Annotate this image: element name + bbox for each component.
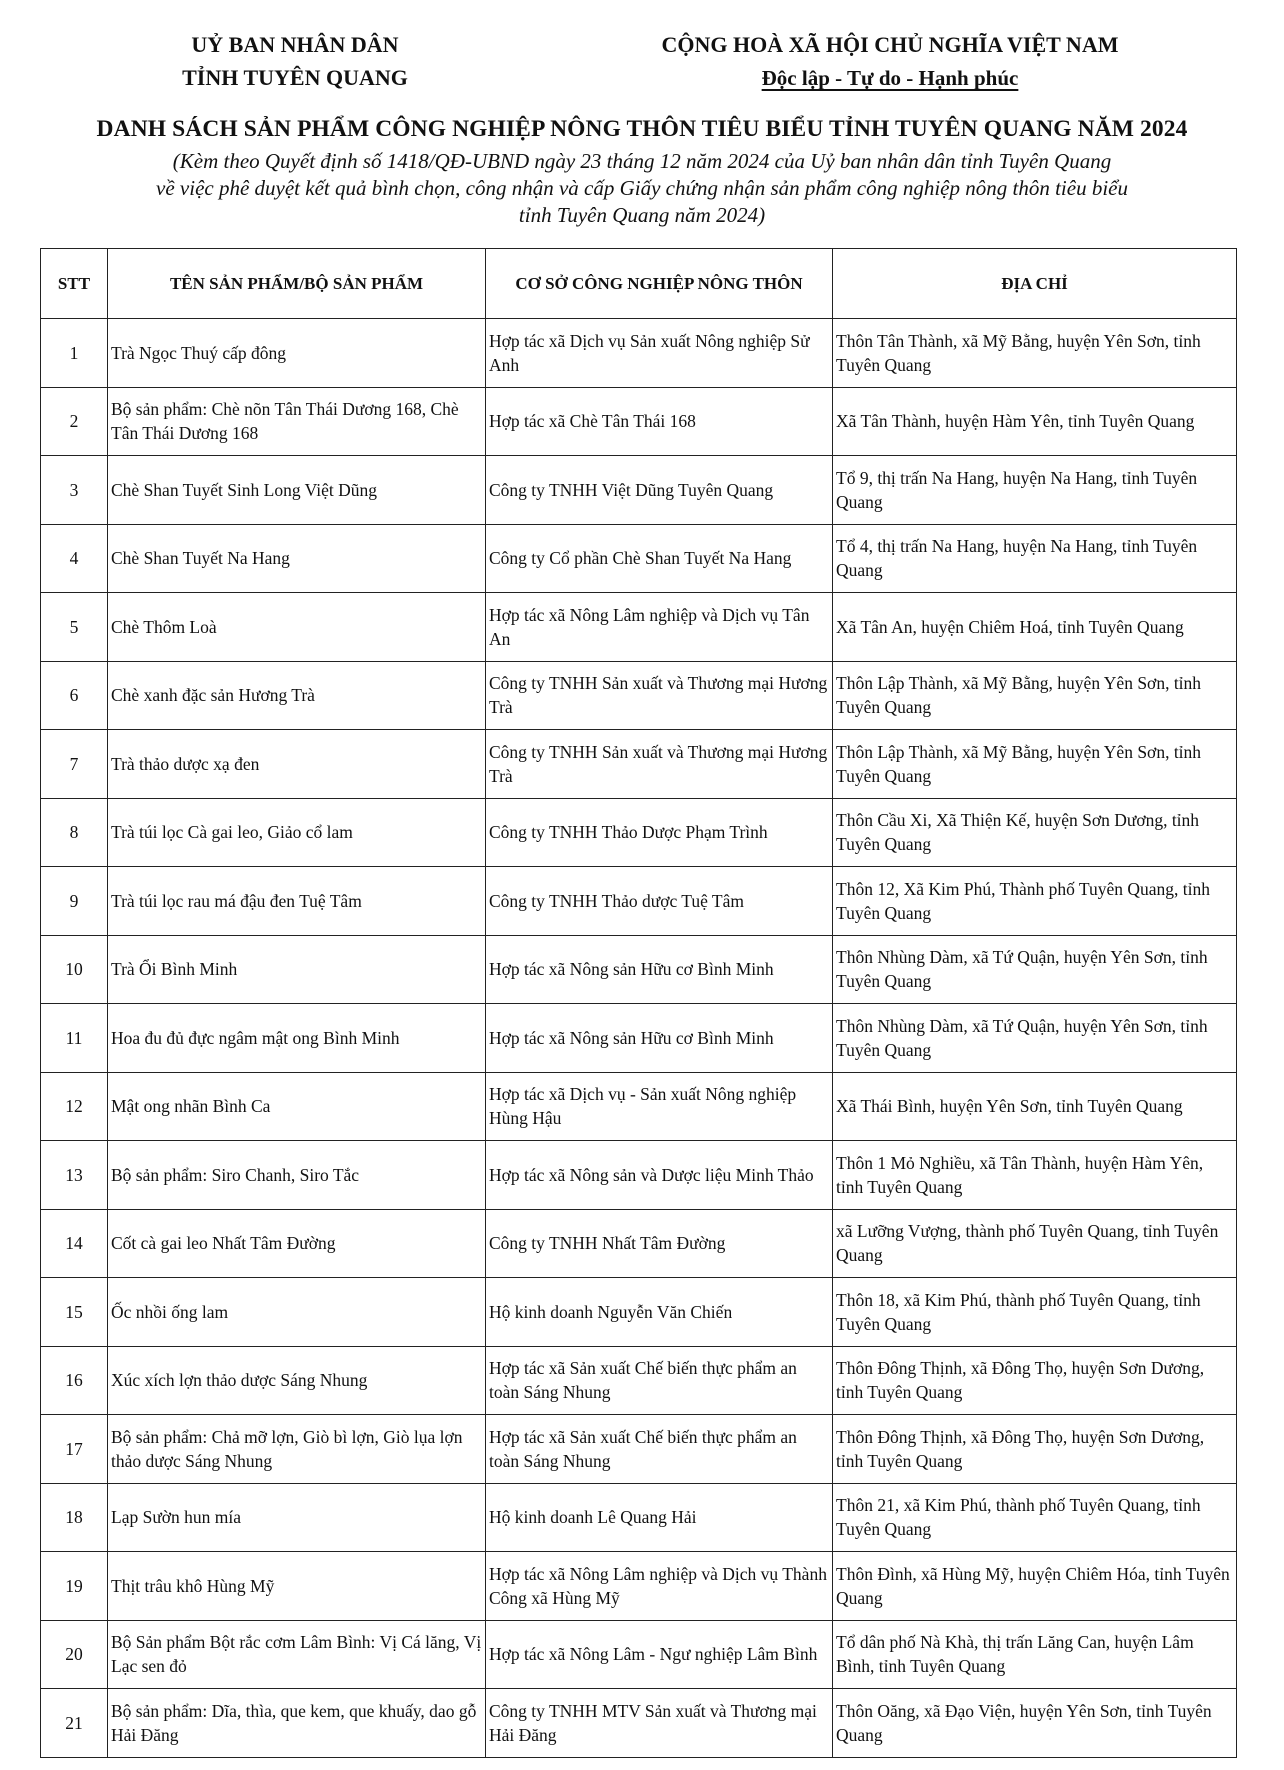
cell-stt: 20 <box>41 1620 108 1689</box>
cell-product: Cốt cà gai leo Nhất Tâm Đường <box>108 1209 486 1278</box>
cell-stt: 21 <box>41 1689 108 1758</box>
cell-address: Xã Tân Thành, huyện Hàm Yên, tỉnh Tuyên Quang <box>833 387 1237 456</box>
column-header-product: TÊN SẢN PHẨM/BỘ SẢN PHẨM <box>108 249 486 319</box>
table-row <box>41 935 1237 1004</box>
cell-facility: Hợp tác xã Nông Lâm nghiệp và Dịch vụ Thành Công xã Hùng Mỹ <box>486 1552 833 1621</box>
cell-address: Thôn Đông Thịnh, xã Đông Thọ, huyện Sơn Dương, tỉnh Tuyên Quang <box>833 1346 1237 1415</box>
subtitle-line-3: tỉnh Tuyên Quang năm 2024) <box>518 203 766 227</box>
cell-stt: 9 <box>41 867 108 936</box>
column-header-address: ĐỊA CHỈ <box>833 249 1237 319</box>
national-motto: Độc lập - Tự do - Hạnh phúc <box>761 66 1019 90</box>
cell-facility: Hộ kinh doanh Nguyễn Văn Chiến <box>486 1278 833 1347</box>
table-row <box>41 1552 1237 1621</box>
national-title: CỘNG HOÀ XÃ HỘI CHỦ NGHĨA VIỆT NAM <box>661 32 1119 57</box>
cell-stt: 10 <box>41 935 108 1004</box>
table-row <box>41 1141 1237 1210</box>
cell-address: xã Lưỡng Vượng, thành phố Tuyên Quang, tỉnh Tuyên Quang <box>833 1209 1237 1278</box>
cell-product: Chè Shan Tuyết Na Hang <box>108 524 486 593</box>
cell-address: Tổ 9, thị trấn Na Hang, huyện Na Hang, tỉnh Tuyên Quang <box>833 456 1237 525</box>
cell-facility: Hợp tác xã Dịch vụ Sản xuất Nông nghiệp Sử Anh <box>486 319 833 388</box>
cell-facility: Hợp tác xã Nông sản Hữu cơ Bình Minh <box>486 1004 833 1073</box>
table-header-row <box>41 249 1237 319</box>
column-header-stt: STT <box>41 249 108 319</box>
cell-facility: Hộ kinh doanh Lê Quang Hải <box>486 1483 833 1552</box>
cell-product: Trà Ngọc Thuý cấp đông <box>108 319 486 388</box>
cell-product: Ốc nhồi ống lam <box>108 1278 486 1347</box>
cell-address: Thôn Lập Thành, xã Mỹ Bằng, huyện Yên Sơn, tỉnh Tuyên Quang <box>833 730 1237 799</box>
cell-facility: Hợp tác xã Sản xuất Chế biến thực phẩm an toàn Sáng Nhung <box>486 1415 833 1484</box>
cell-stt: 12 <box>41 1072 108 1141</box>
cell-address: Thôn 12, Xã Kim Phú, Thành phố Tuyên Quang, tỉnh Tuyên Quang <box>833 867 1237 936</box>
table-row <box>41 524 1237 593</box>
cell-stt: 11 <box>41 1004 108 1073</box>
cell-facility: Công ty TNHH Sản xuất và Thương mại Hương Trà <box>486 730 833 799</box>
cell-address: Thôn Nhùng Dàm, xã Tứ Quận, huyện Yên Sơn, tỉnh Tuyên Quang <box>833 1004 1237 1073</box>
cell-product: Trà túi lọc Cà gai leo, Giảo cổ lam <box>108 798 486 867</box>
cell-product: Xúc xích lợn thảo dược Sáng Nhung <box>108 1346 486 1415</box>
cell-address: Thôn 1 Mỏ Nghiều, xã Tân Thành, huyện Hàm Yên, tỉnh Tuyên Quang <box>833 1141 1237 1210</box>
cell-address: Thôn Oăng, xã Đạo Viện, huyện Yên Sơn, tỉnh Tuyên Quang <box>833 1689 1237 1758</box>
table-row <box>41 1689 1237 1758</box>
cell-facility: Công ty TNHH Thảo dược Tuệ Tâm <box>486 867 833 936</box>
cell-facility: Hợp tác xã Sản xuất Chế biến thực phẩm an toàn Sáng Nhung <box>486 1346 833 1415</box>
cell-product: Trà Ổi Bình Minh <box>108 935 486 1004</box>
cell-address: Thôn Lập Thành, xã Mỹ Bằng, huyện Yên Sơn, tỉnh Tuyên Quang <box>833 661 1237 730</box>
cell-facility: Hợp tác xã Dịch vụ - Sản xuất Nông nghiệp Hùng Hậu <box>486 1072 833 1141</box>
cell-stt: 18 <box>41 1483 108 1552</box>
table-row <box>41 1415 1237 1484</box>
cell-product: Thịt trâu khô Hùng Mỹ <box>108 1552 486 1621</box>
cell-stt: 17 <box>41 1415 108 1484</box>
cell-address: Tổ 4, thị trấn Na Hang, huyện Na Hang, tỉnh Tuyên Quang <box>833 524 1237 593</box>
cell-facility: Công ty TNHH Việt Dũng Tuyên Quang <box>486 456 833 525</box>
cell-product: Chè Thôm Loà <box>108 593 486 662</box>
cell-stt: 14 <box>41 1209 108 1278</box>
table-row <box>41 1346 1237 1415</box>
table-row <box>41 387 1237 456</box>
product-table <box>40 248 1237 1758</box>
cell-product: Bộ sản phẩm: Chè nõn Tân Thái Dương 168, Chè Tân Thái Dương 168 <box>108 387 486 456</box>
table-row <box>41 1483 1237 1552</box>
table-row <box>41 319 1237 388</box>
cell-facility: Công ty TNHH MTV Sản xuất và Thương mại Hải Đăng <box>486 1689 833 1758</box>
cell-address: Thôn 18, xã Kim Phú, thành phố Tuyên Quang, tỉnh Tuyên Quang <box>833 1278 1237 1347</box>
cell-stt: 5 <box>41 593 108 662</box>
cell-product: Bộ Sản phẩm Bột rắc cơm Lâm Bình: Vị Cá lăng, Vị Lạc sen đỏ <box>108 1620 486 1689</box>
cell-product: Chè xanh đặc sản Hương Trà <box>108 661 486 730</box>
cell-address: Thôn Cầu Xi, Xã Thiện Kế, huyện Sơn Dương, tỉnh Tuyên Quang <box>833 798 1237 867</box>
cell-facility: Công ty Cổ phần Chè Shan Tuyết Na Hang <box>486 524 833 593</box>
table-row <box>41 593 1237 662</box>
table-row <box>41 867 1237 936</box>
subtitle-line-1: (Kèm theo Quyết định số 1418/QĐ-UBND ngày 23 tháng 12 năm 2024 của Uỷ ban nhân dân tỉnh Tuyên Quang <box>172 149 1112 173</box>
cell-address: Xã Tân An, huyện Chiêm Hoá, tỉnh Tuyên Quang <box>833 593 1237 662</box>
document-title: DANH SÁCH SẢN PHẨM CÔNG NGHIỆP NÔNG THÔN TIÊU BIỂU TỈNH TUYÊN QUANG NĂM 2024 <box>96 116 1188 142</box>
cell-facility: Hợp tác xã Nông Lâm nghiệp và Dịch vụ Tân An <box>486 593 833 662</box>
cell-stt: 1 <box>41 319 108 388</box>
cell-facility: Công ty TNHH Sản xuất và Thương mại Hương Trà <box>486 661 833 730</box>
cell-product: Chè Shan Tuyết Sinh Long Việt Dũng <box>108 456 486 525</box>
cell-facility: Hợp tác xã Nông Lâm - Ngư nghiệp Lâm Bình <box>486 1620 833 1689</box>
cell-facility: Hợp tác xã Chè Tân Thái 168 <box>486 387 833 456</box>
cell-stt: 2 <box>41 387 108 456</box>
cell-stt: 19 <box>41 1552 108 1621</box>
cell-address: Thôn Đông Thịnh, xã Đông Thọ, huyện Sơn Dương, tỉnh Tuyên Quang <box>833 1415 1237 1484</box>
issuing-authority <box>100 28 490 94</box>
cell-stt: 8 <box>41 798 108 867</box>
cell-address: Thôn Tân Thành, xã Mỹ Bằng, huyện Yên Sơn, tỉnh Tuyên Quang <box>833 319 1237 388</box>
cell-product: Hoa đu đủ đực ngâm mật ong Bình Minh <box>108 1004 486 1073</box>
cell-product: Bộ sản phẩm: Chả mỡ lợn, Giò bì lợn, Giò lụa lợn thảo dược Sáng Nhung <box>108 1415 486 1484</box>
document-subtitle <box>60 148 1224 229</box>
cell-address: Tổ dân phố Nà Khà, thị trấn Lăng Can, huyện Lâm Bình, tỉnh Tuyên Quang <box>833 1620 1237 1689</box>
cell-stt: 3 <box>41 456 108 525</box>
cell-product: Bộ sản phẩm: Dĩa, thìa, que kem, que khuấy, dao gỗ Hải Đăng <box>108 1689 486 1758</box>
cell-stt: 16 <box>41 1346 108 1415</box>
authority-line-2: TỈNH TUYÊN QUANG <box>182 65 408 90</box>
table-row <box>41 456 1237 525</box>
column-header-facility: CƠ SỞ CÔNG NGHIỆP NÔNG THÔN <box>486 249 833 319</box>
cell-stt: 15 <box>41 1278 108 1347</box>
cell-address: Xã Thái Bình, huyện Yên Sơn, tỉnh Tuyên Quang <box>833 1072 1237 1141</box>
cell-facility: Hợp tác xã Nông sản Hữu cơ Bình Minh <box>486 935 833 1004</box>
cell-stt: 13 <box>41 1141 108 1210</box>
cell-stt: 6 <box>41 661 108 730</box>
cell-facility: Công ty TNHH Thảo Dược Phạm Trình <box>486 798 833 867</box>
cell-address: Thôn 21, xã Kim Phú, thành phố Tuyên Quang, tỉnh Tuyên Quang <box>833 1483 1237 1552</box>
cell-facility: Công ty TNHH Nhất Tâm Đường <box>486 1209 833 1278</box>
cell-product: Mật ong nhãn Bình Ca <box>108 1072 486 1141</box>
table-row <box>41 1209 1237 1278</box>
cell-address: Thôn Đình, xã Hùng Mỹ, huyện Chiêm Hóa, tỉnh Tuyên Quang <box>833 1552 1237 1621</box>
authority-line-1: UỶ BAN NHÂN DÂN <box>191 32 399 57</box>
cell-product: Trà thảo dược xạ đen <box>108 730 486 799</box>
subtitle-line-2: về việc phê duyệt kết quả bình chọn, công nhận và cấp Giấy chứng nhận sản phẩm công nghiệp nông thôn tiêu biểu <box>156 176 1128 200</box>
cell-stt: 7 <box>41 730 108 799</box>
cell-address: Thôn Nhùng Dàm, xã Tứ Quận, huyện Yên Sơn, tỉnh Tuyên Quang <box>833 935 1237 1004</box>
table-row <box>41 1004 1237 1073</box>
cell-product: Trà túi lọc rau má đậu đen Tuệ Tâm <box>108 867 486 936</box>
cell-facility: Hợp tác xã Nông sản và Dược liệu Minh Thảo <box>486 1141 833 1210</box>
table-row <box>41 1278 1237 1347</box>
cell-stt: 4 <box>41 524 108 593</box>
cell-product: Bộ sản phẩm: Siro Chanh, Siro Tắc <box>108 1141 486 1210</box>
table-row <box>41 661 1237 730</box>
cell-product: Lạp Sườn hun mía <box>108 1483 486 1552</box>
national-header <box>570 28 1210 95</box>
table-row <box>41 730 1237 799</box>
table-row <box>41 1072 1237 1141</box>
table-row <box>41 798 1237 867</box>
table-row <box>41 1620 1237 1689</box>
